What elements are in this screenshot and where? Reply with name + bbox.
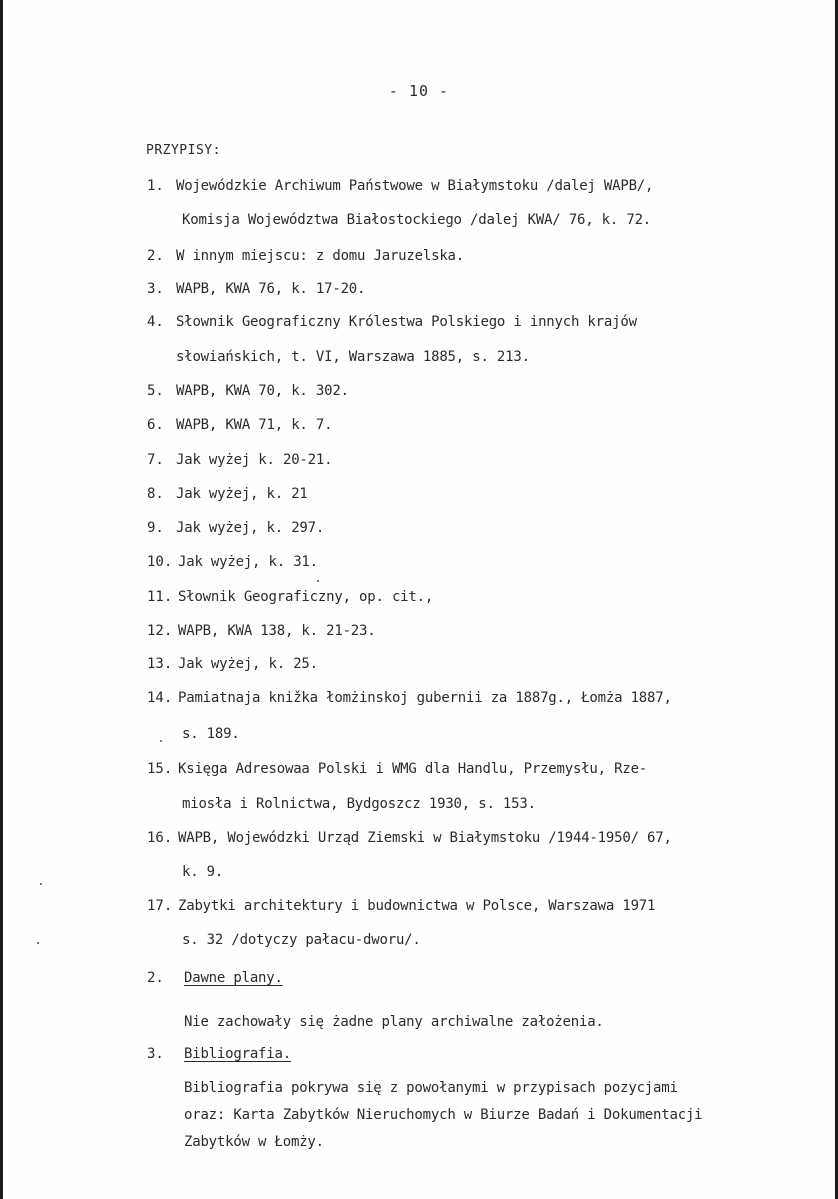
footnote-text: Jak wyżej, k. 25. [178, 656, 318, 672]
section-text: Bibliografia pokrywa się z powołanymi w przypisach pozycjami [184, 1080, 678, 1096]
footnote-text: słowiańskich, t. VI, Warszawa 1885, s. 213. [176, 349, 530, 365]
footnote-number: 6. [147, 417, 164, 433]
footnote-text: s. 189. [182, 726, 240, 742]
footnote-number: 4. [147, 314, 164, 330]
footnote-number: 15. [147, 761, 173, 777]
section-number: 3. [147, 1046, 164, 1062]
section-number: 2. [147, 970, 164, 986]
footnote-number: 11. [147, 589, 173, 605]
section-title: Bibliografia. [184, 1046, 291, 1062]
footnote-number: 3. [147, 281, 164, 297]
footnote-number: 7. [147, 452, 164, 468]
footnote-number: 2. [147, 248, 164, 264]
footnote-text: Komisja Województwa Białostockiego /dalej KWA/ 76, k. 72. [182, 212, 652, 228]
scan-speck [317, 580, 319, 582]
footnote-number: 14. [147, 690, 173, 706]
footnote-number: 10. [147, 554, 173, 570]
footnote-text: WAPB, KWA 71, k. 7. [176, 417, 333, 433]
footnote-text: W innym miejscu: z domu Jaruzelska. [176, 248, 465, 264]
section-text: Zabytków w Łomży. [184, 1134, 324, 1150]
section-text: oraz: Karta Zabytków Nieruchomych w Biurze Badań i Dokumentacji [184, 1107, 703, 1123]
footnote-text: Jak wyżej, k. 21 [176, 486, 308, 502]
footnote-number: 17. [147, 898, 173, 914]
footnote-text: miosła i Rolnictwa, Bydgoszcz 1930, s. 153. [182, 796, 536, 812]
footnote-text: s. 32 /dotyczy pałacu-dworu/. [182, 932, 421, 948]
footnote-number: 1. [147, 178, 164, 194]
footnote-text: Pamiatnaja knižka łomżinskoj gubernii za 1887g., Łomża 1887, [178, 690, 672, 706]
footnote-number: 8. [147, 486, 164, 502]
section-title: Dawne plany. [184, 970, 283, 986]
footnote-text: WAPB, KWA 76, k. 17-20. [176, 281, 366, 297]
footnote-text: Jak wyżej k. 20-21. [176, 452, 333, 468]
footnote-number: 13. [147, 656, 173, 672]
footnote-text: Księga Adresowaa Polski i WMG dla Handlu, Przemysłu, Rze- [178, 761, 648, 777]
page-number: - 10 - [388, 82, 450, 100]
scan-speck [37, 942, 39, 944]
footnote-text: Jak wyżej, k. 31. [178, 554, 318, 570]
footnote-text: WAPB, KWA 138, k. 21-23. [178, 623, 376, 639]
footnote-number: 16. [147, 830, 173, 846]
footnote-text: WAPB, KWA 70, k. 302. [176, 383, 349, 399]
footnote-text: Wojewódzkie Archiwum Państwowe w Białymstoku /dalej WAPB/, [176, 178, 654, 194]
footnote-number: 9. [147, 520, 164, 536]
footnotes-heading: PRZYPISY: [146, 143, 221, 158]
page-left-edge [0, 0, 3, 1199]
footnote-text: WAPB, Wojewódzki Urząd Ziemski w Białymstoku /1944-1950/ 67, [178, 830, 672, 846]
section-text: Nie zachowały się żadne plany archiwalne założenia. [184, 1014, 604, 1030]
footnote-text: Słownik Geograficzny Królestwa Polskiego i innych krajów [176, 314, 637, 330]
footnote-number: 12. [147, 623, 173, 639]
scan-speck [40, 883, 42, 885]
footnote-number: 5. [147, 383, 164, 399]
footnote-text: Zabytki architektury i budownictwa w Polsce, Warszawa 1971 [178, 898, 656, 914]
footnote-text: Słownik Geograficzny, op. cit., [178, 589, 434, 605]
footnote-text: k. 9. [182, 864, 224, 880]
footnote-text: Jak wyżej, k. 297. [176, 520, 325, 536]
scan-speck [160, 740, 162, 742]
